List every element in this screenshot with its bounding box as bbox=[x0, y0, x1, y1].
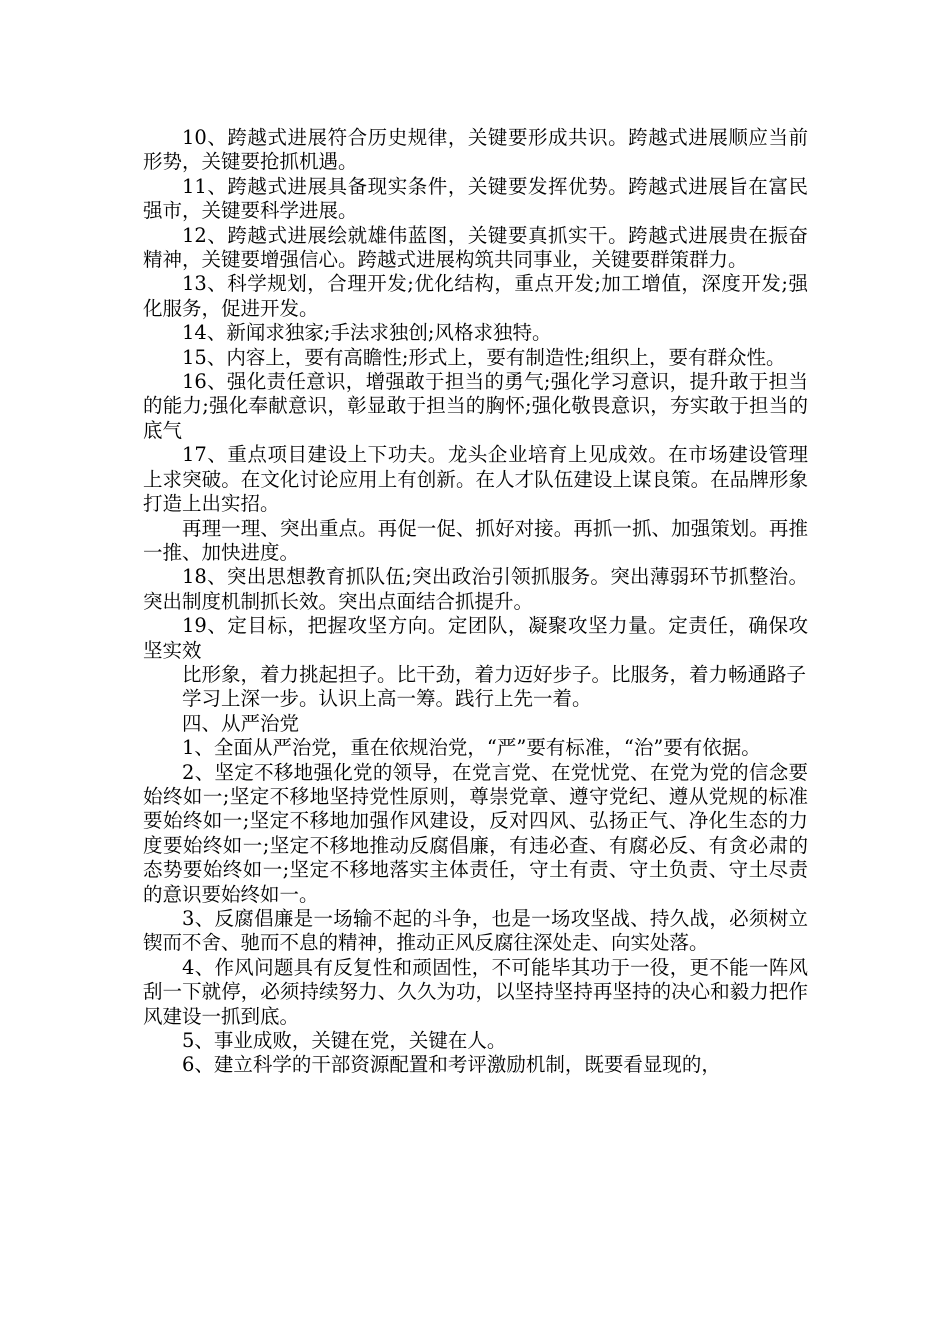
paragraph-17: 17、重点项目建设上下功夫。龙头企业培育上见成效。在市场建设管理上求突破。在文化讨论应用上有创新。在人才队伍建设上谋良策。在品牌形象打造上出实招。 bbox=[143, 443, 808, 516]
paragraph-12: 12、跨越式进展绘就雄伟蓝图，关键要真抓实干。跨越式进展贵在振奋精神，关键要增强信心。跨越式进展构筑共同事业，关键要群策群力。 bbox=[143, 223, 808, 272]
paragraph-19: 19、定目标，把握攻坚方向。定团队，凝聚攻坚力量。定责任，确保攻坚实效 bbox=[143, 614, 808, 662]
paragraph-18: 18、突出思想教育抓队伍;突出政治引领抓服务。突出薄弱环节抓整治。突出制度机制抓长效。突出点面结合抓提升。 bbox=[143, 565, 808, 613]
paragraph-19-continued-a: 比形象，着力挑起担子。比干劲，着力迈好步子。比服务，着力畅通路子 bbox=[182, 662, 807, 686]
section4-paragraph-6: 6、建立科学的干部资源配置和考评激励机制，既要看显现的， bbox=[182, 1053, 721, 1077]
paragraph-16: 16、强化责任意识，增强敢于担当的勇气;强化学习意识，提升敢于担当的能力;强化奉献意识，彰显敢于担当的胸怀;强化敬畏意识，夯实敢于担当的底气 bbox=[143, 370, 808, 442]
paragraph-15: 15、内容上，要有高瞻性;形式上，要有制造性;组织上，要有群众性。 bbox=[182, 345, 786, 369]
paragraph-13: 13、科学规划，合理开发;优化结构，重点开发;加工增值，深度开发;强化服务，促进开发。 bbox=[143, 272, 808, 320]
paragraph-11: 11、跨越式进展具备现实条件，关键要发挥优势。跨越式进展旨在富民强市，关键要科学进展。 bbox=[143, 174, 808, 223]
section-heading-4: 四、从严治党 bbox=[182, 711, 300, 735]
document-body bbox=[143, 126, 808, 1078]
section4-paragraph-1: 1、全面从严治党，重在依规治党，“严”要有标准，“治”要有依据。 bbox=[182, 736, 761, 760]
paragraph-19-continued-b: 学习上深一步。认识上高一筹。践行上先一着。 bbox=[182, 687, 592, 711]
section4-paragraph-4: 4、作风问题具有反复性和顽固性，不可能毕其功于一役，更不能一阵风刮一下就停，必须持续努力、久久为功，以坚持坚持再坚持的决心和毅力把作风建设一抓到底。 bbox=[143, 955, 808, 1028]
section4-paragraph-2: 2、坚定不移地强化党的领导，在党言党、在党忧党、在党为党的信念要始终如一;坚定不移地坚持党性原则，尊崇党章、遵守党纪、遵从党规的标准要始终如一;坚定不移地加强作风建设，反对四风、弘扬正气、净化生态的力度要始终如一;坚定不移地推动反腐倡廉，有违必查、有腐必反、有贪必肃的态势要始终如一;坚定不移地落实主体责任，守土有责、守土负责、守土尽责的意识要始终如一。 bbox=[143, 760, 808, 906]
paragraph-17-continued: 再理一理、突出重点。再促一促、抓好对接。再抓一抓、加强策划。再推一推、加快进度。 bbox=[143, 516, 808, 564]
paragraph-10: 10、跨越式进展符合历史规律，关键要形成共识。跨越式进展顺应当前形势，关键要抢抓机遇。 bbox=[143, 126, 808, 174]
section4-paragraph-5: 5、事业成败，关键在党，关键在人。 bbox=[182, 1029, 507, 1053]
section4-paragraph-3: 3、反腐倡廉是一场输不起的斗争，也是一场攻坚战、持久战，必须树立锲而不舍、驰而不息的精神，推动正风反腐往深处走、向实处落。 bbox=[143, 907, 808, 955]
paragraph-14: 14、新闻求独家;手法求独创;风格求独特。 bbox=[182, 321, 552, 345]
